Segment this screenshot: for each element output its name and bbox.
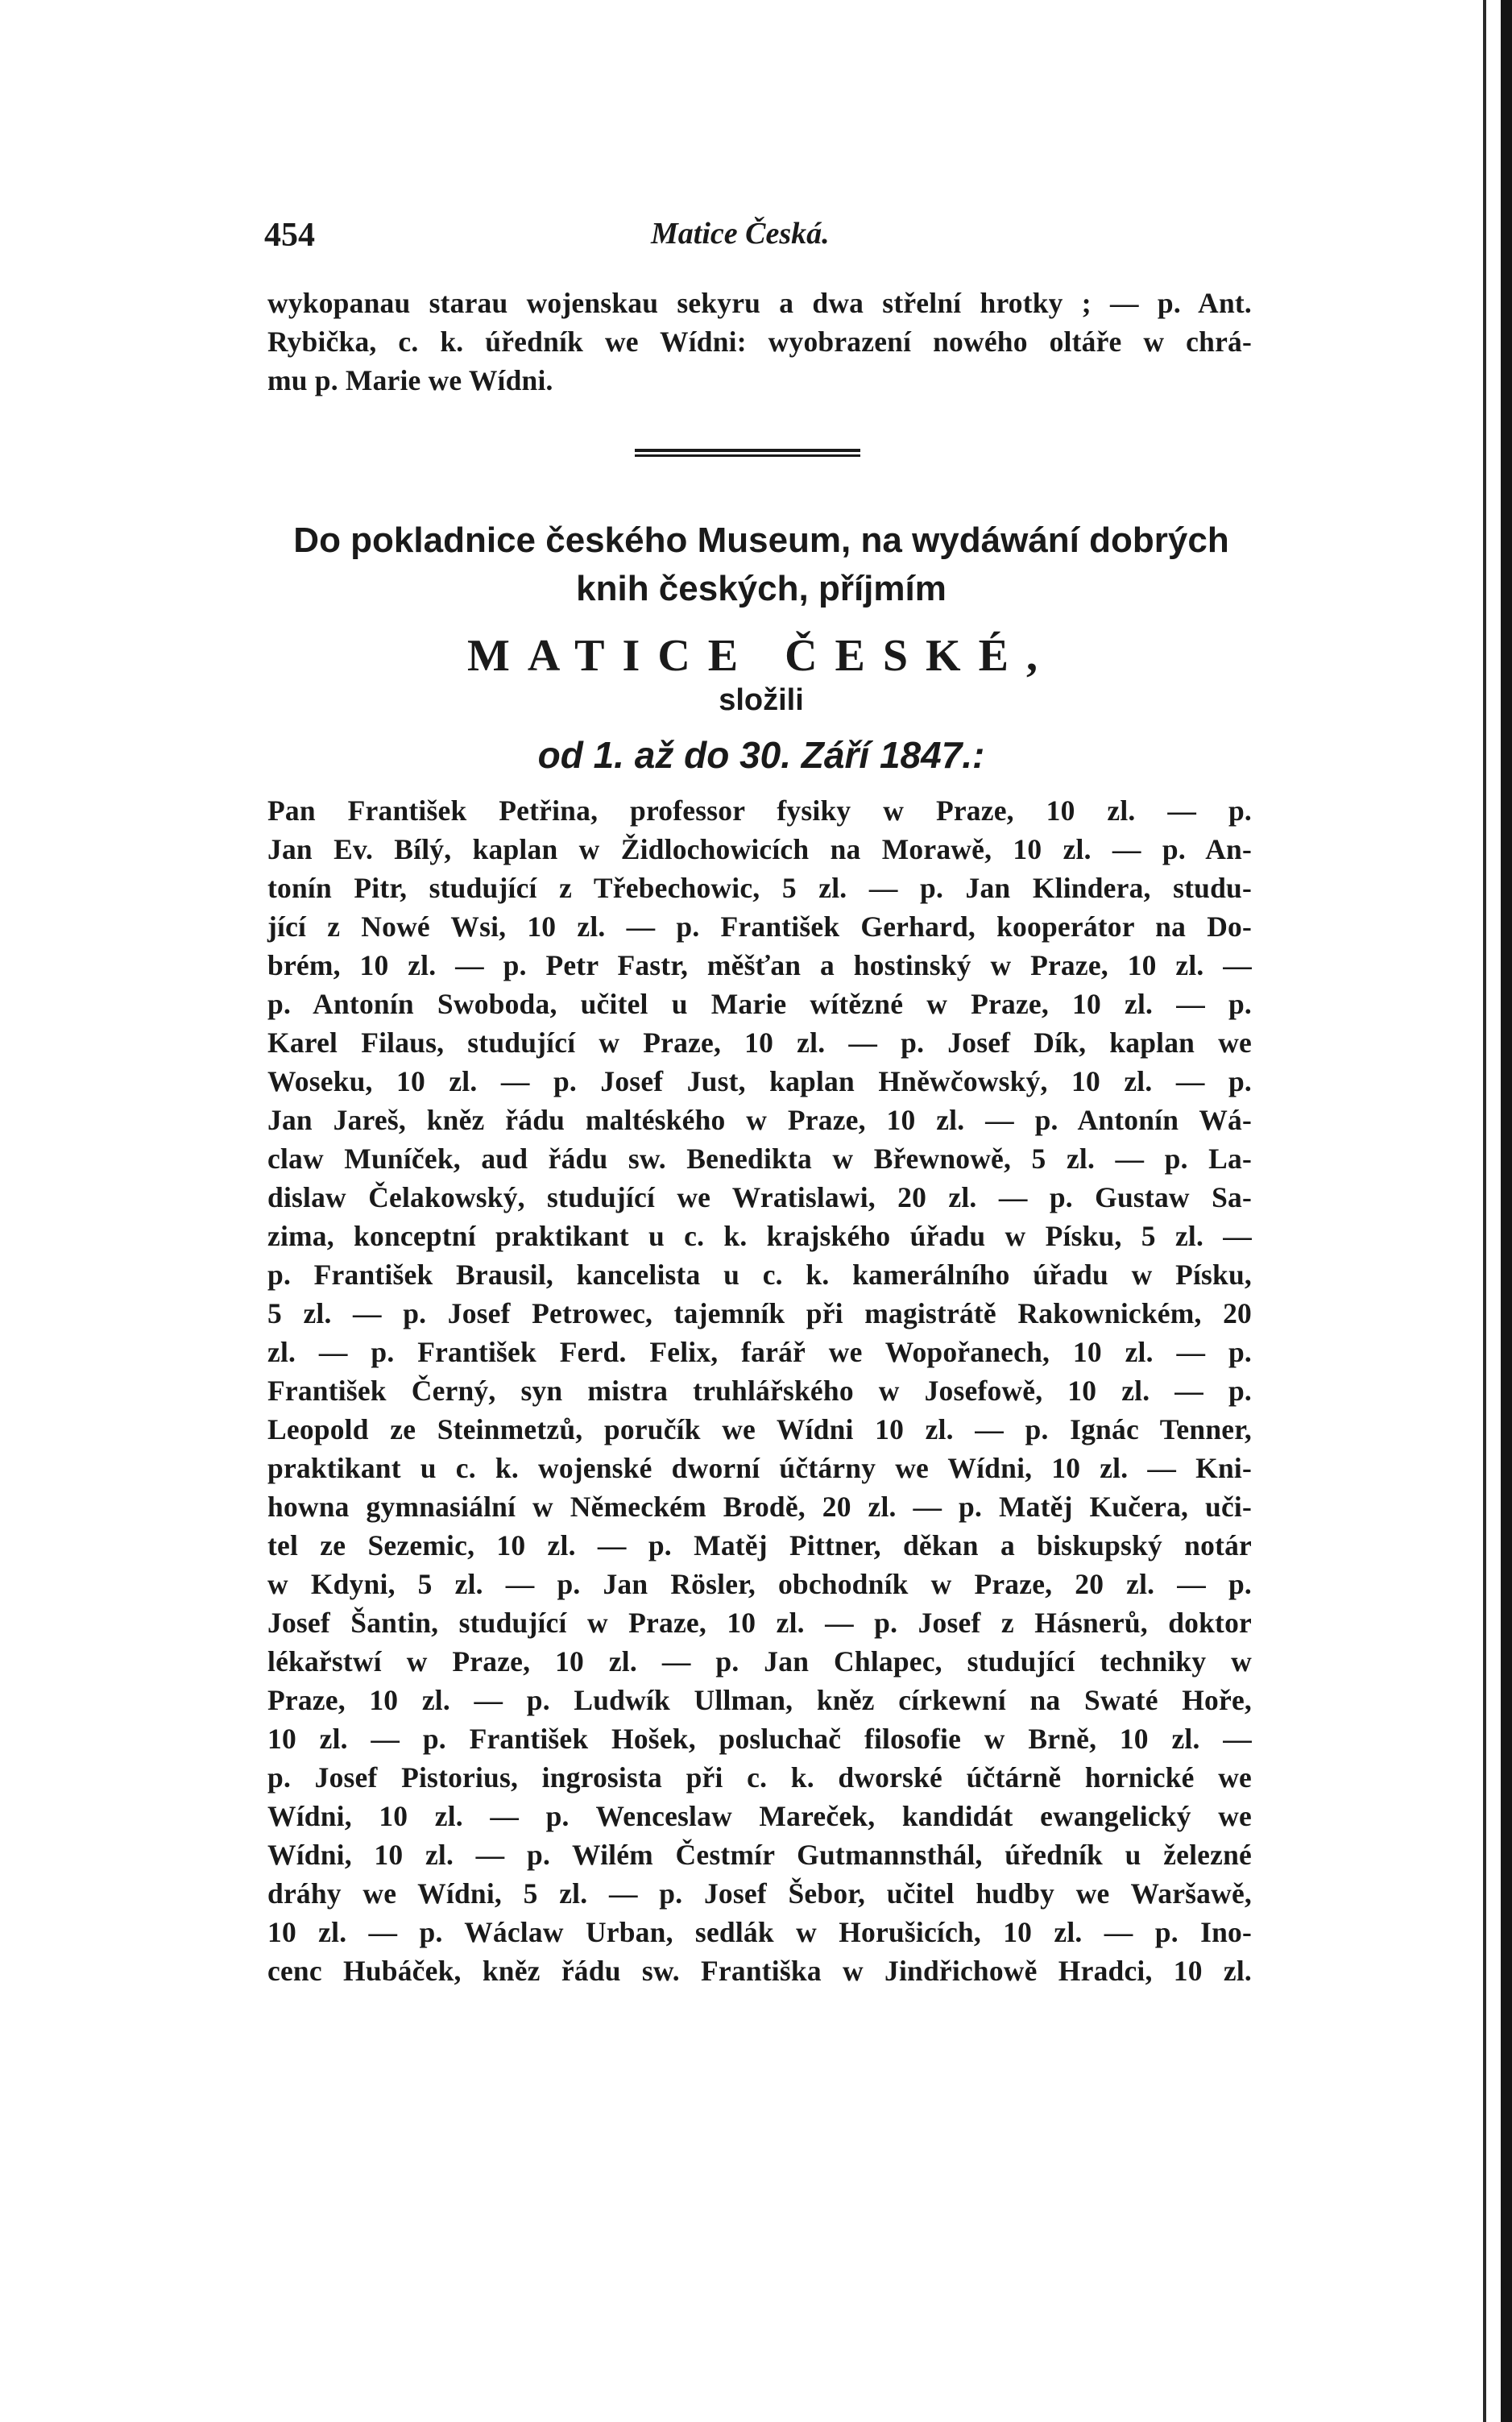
- donor-line: František Černý, syn mistra truhlářského w Josefowě, 10 zl. — p.: [267, 1375, 1252, 1407]
- society-name: MATICE ČESKÉ,: [467, 631, 1055, 681]
- donor-line: zima, konceptní praktikant u c. k. krajského úřadu w Písku, 5 zl. —: [267, 1220, 1252, 1252]
- donor-line: praktikant u c. k. wojenské dworní účtárny we Wídni, 10 zl. — Kni-: [267, 1452, 1252, 1484]
- donor-line: Jan Jareš, kněz řádu maltéského w Praze, 10 zl. — p. Antonín Wá-: [267, 1104, 1252, 1136]
- donor-list: [267, 791, 1252, 1990]
- donor-line: tel ze Sezemic, 10 zl. — p. Matěj Pittner, děkan a biskupský notár: [267, 1529, 1252, 1561]
- intro-paragraph: [267, 284, 1252, 400]
- donor-line: Praze, 10 zl. — p. Ludwík Ullman, kněz církewní na Swaté Hoře,: [267, 1684, 1252, 1716]
- donor-line: lékařstwí w Praze, 10 zl. — p. Jan Chlapec, studující techniky w: [267, 1645, 1252, 1678]
- donor-line: Josef Šantin, studující w Praze, 10 zl. — p. Josef z Hásnerů, doktor: [267, 1607, 1252, 1639]
- heading-line-2: knih českých, příjmím: [576, 569, 947, 608]
- donor-line: p. Antonín Swoboda, učitel u Marie wítězné w Praze, 10 zl. — p.: [267, 988, 1252, 1020]
- donor-line: tonín Pitr, studující z Třebechowic, 5 zl. — p. Jan Klindera, studu-: [267, 872, 1252, 904]
- donor-line: Pan František Petřina, professor fysiky w Praze, 10 zl. — p.: [267, 794, 1252, 827]
- page-number: 454: [264, 217, 315, 254]
- donor-line: zl. — p. František Ferd. Felix, farář we Wopořanech, 10 zl. — p.: [267, 1336, 1252, 1368]
- donor-line: p. Josef Pistorius, ingrosista při c. k. dworské účtárně hornické we: [267, 1761, 1252, 1794]
- donor-line: p. František Brausil, kancelista u c. k. kamerálního úřadu w Písku,: [267, 1259, 1252, 1291]
- donor-line: howna gymnasiální w Německém Brodě, 20 zl. — p. Matěj Kučera, uči-: [267, 1491, 1252, 1523]
- donor-line: Jan Ev. Bílý, kaplan w Židlochowicích na Morawě, 10 zl. — p. An-: [267, 833, 1252, 865]
- donor-line: claw Muníček, aud řádu sw. Benedikta w Břewnowě, 5 zl. — p. La-: [267, 1143, 1252, 1175]
- donor-line: jící z Nowé Wsi, 10 zl. — p. František Gerhard, kooperátor na Do-: [267, 910, 1252, 943]
- page-border: [1501, 0, 1512, 2422]
- donor-line: 10 zl. — p. František Hošek, posluchač filosofie w Brně, 10 zl. —: [267, 1723, 1252, 1755]
- donor-line: Wídni, 10 zl. — p. Wenceslaw Mareček, kandidát ewangelický we: [267, 1800, 1252, 1832]
- donor-line: Wídni, 10 zl. — p. Wilém Čestmír Gutmannsthál, úředník u železné: [267, 1839, 1252, 1871]
- donor-line: Karel Filaus, studující w Praze, 10 zl. — p. Josef Dík, kaplan we: [267, 1026, 1252, 1059]
- section-divider: [635, 449, 860, 457]
- text-line: wykopanau starau wojenskau sekyru a dwa střelní hrotky ; — p. Ant.: [267, 287, 1252, 319]
- donor-line: cenc Hubáček, kněz řádu sw. Františka w Jindřichowě Hradci, 10 zl.: [267, 1955, 1252, 1987]
- donor-line: dráhy we Wídni, 5 zl. — p. Josef Šebor, učitel hudby we Waršawě,: [267, 1877, 1252, 1910]
- donor-line: Leopold ze Steinmetzů, poručík we Wídni 10 zl. — p. Ignác Tenner,: [267, 1413, 1252, 1445]
- running-head: [264, 216, 1255, 264]
- donor-line: 10 zl. — p. Wáclaw Urban, sedlák w Horušicích, 10 zl. — p. Ino-: [267, 1916, 1252, 1948]
- heading-date: od 1. až do 30. Září 1847.:: [537, 734, 985, 776]
- text-line: mu p. Marie we Wídni.: [267, 364, 553, 396]
- donor-line: w Kdyni, 5 zl. — p. Jan Rösler, obchodník w Praze, 20 zl. — p.: [267, 1568, 1252, 1600]
- donor-line: 5 zl. — p. Josef Petrowec, tajemník při magistrátě Rakownickém, 20: [267, 1297, 1252, 1329]
- text-line: Rybička, c. k. úředník we Wídni: wyobrazení nowého oltáře w chrá-: [267, 326, 1252, 358]
- donor-line: dislaw Čelakowský, studující we Wratislawi, 20 zl. — p. Gustaw Sa-: [267, 1181, 1252, 1213]
- heading-line-1: Do pokladnice českého Museum, na wydáwání dobrých: [293, 520, 1229, 560]
- running-title: Matice Česká.: [651, 217, 830, 251]
- donor-line: Woseku, 10 zl. — p. Josef Just, kaplan Hněwčowský, 10 zl. — p.: [267, 1065, 1252, 1097]
- heading-donated: složili: [719, 683, 804, 717]
- donor-line: brém, 10 zl. — p. Petr Fastr, měšťan a hostinský w Praze, 10 zl. —: [267, 949, 1252, 981]
